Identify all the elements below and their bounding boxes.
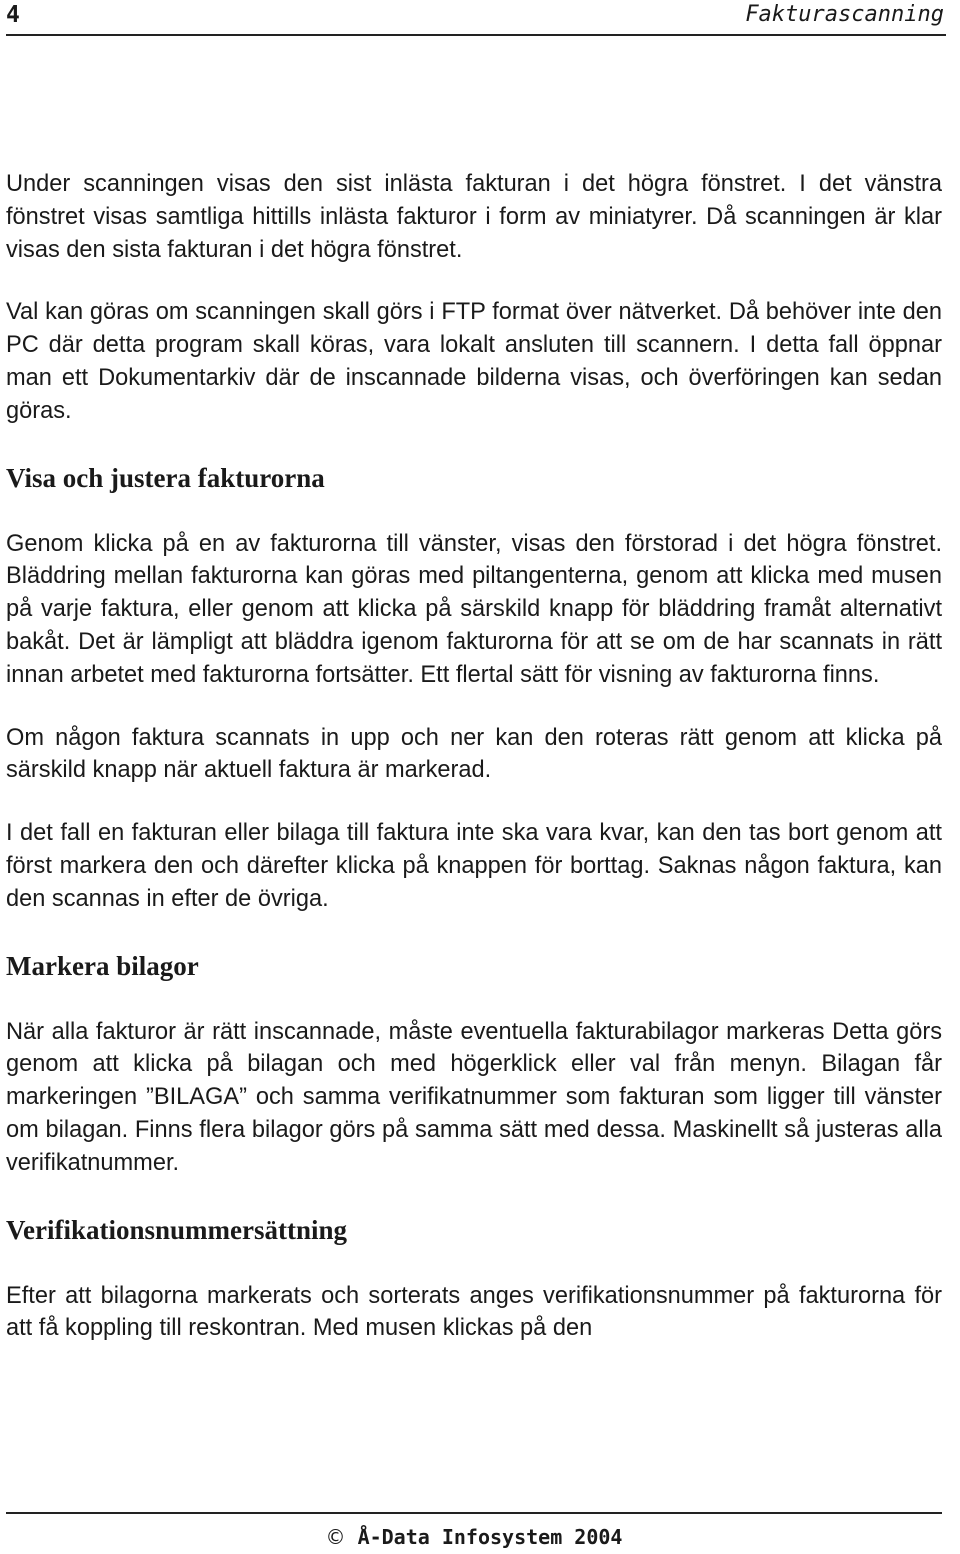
paragraph-rotate: Om någon faktura scannats in upp och ner kan den roteras rätt genom att klicka på särskild knapp när aktuell faktura är markerad. [6,724,942,784]
paragraph-verification: Efter att bilagorna markerats och sorterats anges verifikationsnummer på fakturorna för att få koppling till reskontran. Med musen klickas på den [6,1282,942,1342]
document-body [6,168,942,1345]
running-title: Fakturascanning [745,2,944,27]
section-heading-mark-attachments: Markera bilagor [6,950,199,981]
section-heading-view-adjust: Visa och justera fakturorna [6,462,325,493]
page-footer [6,1512,942,1550]
footer-copyright [6,1524,942,1550]
section-heading-verification-numbers: Verifikationsnummersättning [6,1214,348,1245]
page-number: 4 [6,2,20,28]
footer-company: Å-Data Infosystem 2004 [357,1525,623,1549]
paragraph-attachments: När alla fakturor är rätt inscannade, måste eventuella fakturabilagor markeras Detta görs genom att klicka på bilagan och med högerklick eller val från menyn. Bilagan får markeringen ”BILAGA” och samma verifikatnummer som fakturan som ligger till vänster om bilagan. Finns flera bilagor görs på samma sätt med dessa. Maskinellt så justeras alla verifikatnummer. [6,1018,942,1176]
paragraph-scanning-view: Under scanningen visas den sist inlästa fakturan i det högra fönstret. I det vänstra fönstret visas samtliga hittills inlästa fakturor i form av miniatyrer. Då scanningen är klar visas den sista fakturan i det högra fönstret. [6,171,942,263]
paragraph-delete: I det fall en fakturan eller bilaga till faktura inte ska vara kvar, kan den tas bort genom att först markera den och därefter klicka på knappen för borttag. Saknas någon faktura, kan den scannas in efter de övriga. [6,820,942,912]
paragraph-browse-invoices: Genom klicka på en av fakturorna till vänster, visas den förstorad i det högra fönstret. Bläddring mellan fakturorna kan göras med piltangenterna, genom att klicka med musen på varje faktura, eller genom att klicka på särskild knapp för bläddring framåt alternativt bakåt. Det är lämpligt att bläddra igenom fakturorna för att se om de har scannats in rätt innan arbetet med fakturorna fortsätter. Ett flertal sätt för visning av fakturorna finns. [6,530,942,688]
copyright-icon: © [325,1525,346,1549]
page-header [6,0,946,36]
paragraph-ftp-option: Val kan göras om scanningen skall görs i FTP format över nätverket. Då behöver inte den PC där detta program skall köras, vara lokalt ansluten till scannern. I detta fall öppnar man ett Dokumentarkiv där de inscannade bilderna visas, och överföringen kan sedan göras. [6,299,942,424]
